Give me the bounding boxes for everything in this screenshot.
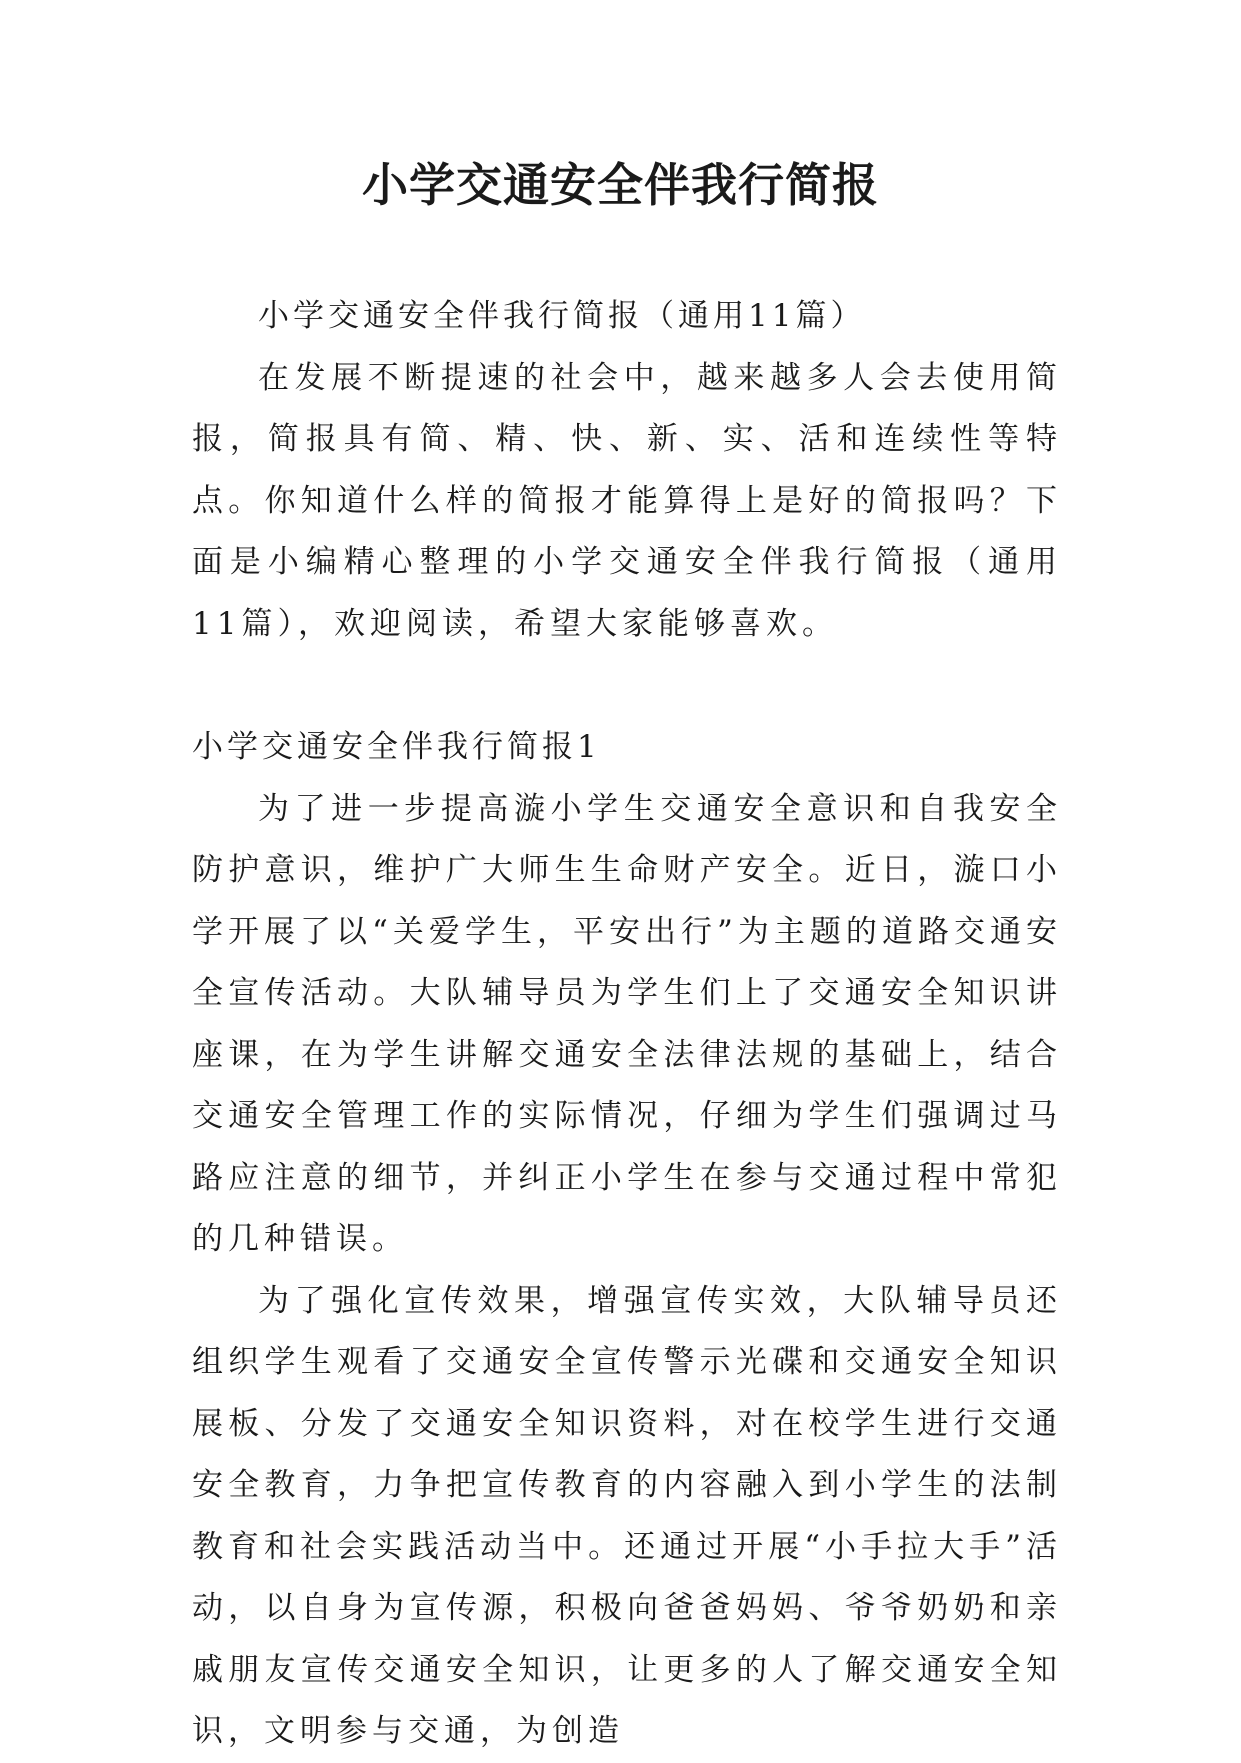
document-subtitle: 小学交通安全伴我行简报（通用11篇） [258, 298, 866, 334]
body-paragraph-2: 为了强化宣传效果，增强宣传实效，大队辅导员还组织学生观看了交通安全宣传警示光碟和交通安全知识展板、分发了交通安全知识资料，对在校学生进行交通安全教育，力争把宣传教育的内容融入到小学生的法制教育和社会实践活动当中。还通过开展“小手拉大手”活动，以自身为宣传源，积极向爸爸妈妈、爷爷奶奶和亲戚朋友宣传交通安全知识，让更多的人了解交通安全知识，文明参与交通，为创造 [192, 1282, 1062, 1749]
intro-paragraph: 在发展不断提速的社会中，越来越多人会去使用简报，简报具有简、精、快、新、实、活和连续性等特点。你知道什么样的简报才能算得上是好的简报吗？下面是小编精心整理的小学交通安全伴我行简报（通用11篇），欢迎阅读，希望大家能够喜欢。 [192, 359, 1062, 642]
section-heading: 小学交通安全伴我行简报1 [192, 729, 601, 765]
body-paragraph-1: 为了进一步提高漩小学生交通安全意识和自我安全防护意识，维护广大师生生命财产安全。近日，漩口小学开展了以“关爱学生，平安出行”为主题的道路交通安全宣传活动。大队辅导员为学生们上了交通安全知识讲座课，在为学生讲解交通安全法律法规的基础上，结合交通安全管理工作的实际情况，仔细为学生们强调过马路应注意的细节，并纠正小学生在参与交通过程中常犯的几种错误。 [192, 790, 1062, 1257]
document-body [192, 286, 1062, 1763]
document-title: 小学交通安全伴我行简报 [362, 158, 879, 212]
